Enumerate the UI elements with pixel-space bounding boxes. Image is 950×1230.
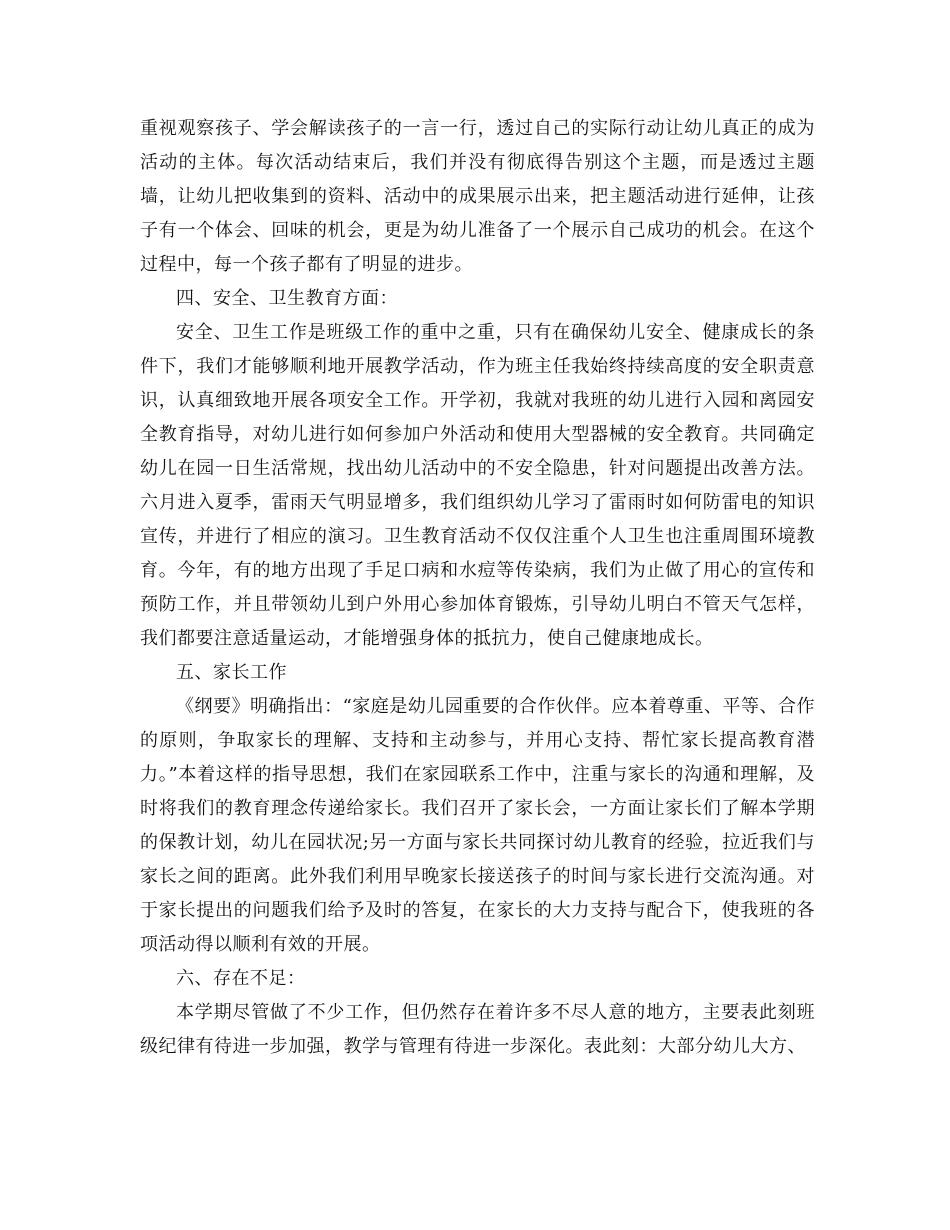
paragraph-parent-work: 《纲要》明确指出：“家庭是幼儿园重要的合作伙伴。应本着尊重、平等、合作的原则，争取家长的理解、支持和主动参与，并用心支持、帮忙家长提高教育潜力。”本着这样的指导思想，我们在家园联系工作中，注重与家长的沟通和理解，及时将我们的教育理念传递给家长。我们召开了家长会，一方面让家长们了解本学期的保教计划，幼儿在园状况;另一方面与家长共同探讨幼儿教育的经验，拉近我们与家长之间的距离。此外我们利用早晚家长接送孩子的时间与家长进行交流沟通。对于家长提出的问题我们给予及时的答复，在家长的大力支持与配合下，使我班的各项活动得以顺利有效的开展。 <box>140 696 815 955</box>
paragraph-continuation: 重视观察孩子、学会解读孩子的一言一行，透过自己的实际行动让幼儿真正的成为活动的主体。每次活动结束后，我们并没有彻底得告别这个主题，而是透过主题墙，让幼儿把收集到的资料、活动中的成果展示出来，把主题活动进行延伸，让孩子有一个体会、回味的机会，更是为幼儿准备了一个展示自己成功的机会。在这个过程中，每一个孩子都有了明显的进步。 <box>140 118 815 275</box>
section-heading-parent-work: 五、家长工作 <box>176 662 287 683</box>
section-heading-shortcomings: 六、存在不足： <box>176 968 306 989</box>
paragraph-shortcomings: 本学期尽管做了不少工作，但仍然存在着许多不尽人意的地方，主要表此刻班级纪律有待进一步加强，教学与管理有待进一步深化。表此刻：大部分幼儿大方、 <box>140 1002 815 1057</box>
paragraph-safety-hygiene: 安全、卫生工作是班级工作的重中之重，只有在确保幼儿安全、健康成长的条件下，我们才能够顺利地开展教学活动，作为班主任我始终持续高度的安全职责意识，认真细致地开展各项安全工作。开学初，我就对我班的幼儿进行入园和离园安全教育指导，对幼儿进行如何参加户外活动和使用大型器械的安全教育。共同确定幼儿在园一日生活常规，找出幼儿活动中的不安全隐患，针对问题提出改善方法。六月进入夏季，雷雨天气明显增多，我们组织幼儿学习了雷雨时如何防雷电的知识宣传，并进行了相应的演习。卫生教育活动不仅仅注重个人卫生也注重周围环境教育。今年，有的地方出现了手足口病和水痘等传染病，我们为止做了用心的宣传和预防工作，并且带领幼儿到户外用心参加体育锻炼，引导幼儿明白不管天气怎样，我们都要注意适量运动，才能增强身体的抵抗力，使自己健康地成长。 <box>140 322 815 649</box>
document-page <box>140 112 815 1064</box>
section-heading-safety-hygiene: 四、安全、卫生教育方面： <box>176 288 398 309</box>
